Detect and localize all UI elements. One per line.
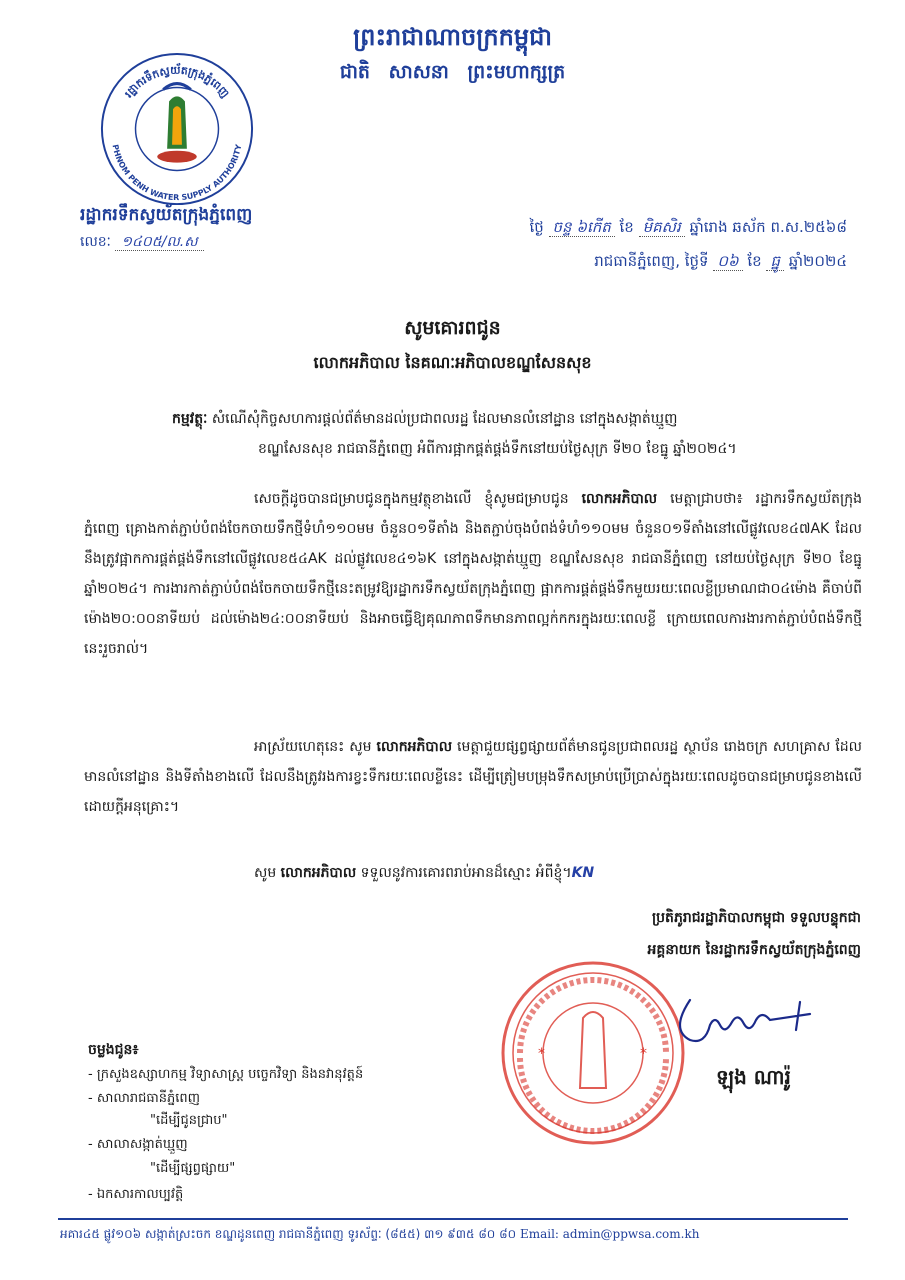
footer-email: Email: admin@ppwsa.com.kh [519,1227,700,1241]
footer-address: អគារ៤៥ ផ្លូវ១០៦ សង្កាត់ស្រះចក ខណ្ឌដូនពេញ រាជធានីភ្នំពេញ ទូរស័ព្ទៈ (៨៥៥) ៣១ ៩៣៥ ៨០ ៨០ [60,1227,517,1241]
solar-date-prefix: រាជធានីភ្នំពេញ, ថ្ងៃទី [594,252,709,270]
paragraph-3-bold: លោកអភិបាល [280,865,357,881]
paragraph-3-text-a: សូម [254,865,281,881]
solar-day: ០៦ [713,252,742,271]
lunar-date-prefix: ថ្ងៃ [529,218,544,236]
solar-month: ធ្នូ [766,252,784,271]
subject-line-1: សំណើសុំកិច្ចសហការផ្តល់ព័ត៌មានដល់ប្រជាពលរដ្ឋ ដែលមានលំនៅដ្ឋាន នៅក្នុងសង្កាត់ឃ្មួញ [211,411,678,427]
cc-item: - ឯកសារកាលប្បវត្តិ [88,1187,184,1202]
paragraph-1 [84,484,862,664]
svg-text:*: * [538,1046,545,1062]
recipient: លោកអភិបាល នៃគណៈអភិបាលខណ្ឌសែនសុខ [313,353,592,372]
ppwsa-logo [98,50,256,208]
reference-number [80,232,204,253]
lunar-month: មិគសិរ [639,218,685,237]
footer [60,1226,699,1244]
solar-date [594,252,847,274]
subject-label: កម្មវត្ថុៈ [172,411,208,427]
handwritten-initials: KN [571,865,595,881]
signer-title-line-1: ប្រតិភូរាជរដ្ឋាភិបាលកម្ពុជា ទទួលបន្ទុកជា [652,910,861,926]
svg-text:រដ្ឋាករទឹកស្វយ័តក្រុងភ្នំពេញ [122,63,232,101]
lunar-day: ចន្ទ ៦កើត [549,218,615,237]
organization-name: រដ្ឋាករទឹកស្វយ័តក្រុងភ្នំពេញ [80,205,253,225]
paragraph-1-bold: លោកអភិបាល [581,491,658,507]
subject [172,404,844,464]
national-motto: ជាតិ សាសនា ព្រះមហាក្សត្រ [339,61,566,83]
lunar-date [529,218,847,240]
footer-divider [58,1218,848,1220]
logo-text-khmer: រដ្ឋាករទឹកស្វយ័តក្រុងភ្នំពេញ [121,63,232,101]
solar-month-label: ខែ [747,252,762,270]
paragraph-3-text-b: ទទួលនូវការគោរពរាប់អានដ៏ស្មោះ អំពីខ្ញុំ។ [356,865,572,881]
cc-item: - ក្រសួងឧស្សាហកម្ម វិទ្យាសាស្ត្រ បច្ចេកវិទ្យា និងនវានុវត្តន៍ [88,1067,364,1082]
svg-text:*: * [640,1046,647,1062]
cc-item-note: "ដើម្បីផ្សព្វផ្សាយ" [150,1161,236,1176]
paragraph-2 [84,732,862,822]
lunar-month-label: ខែ [619,218,634,236]
kingdom-heading: ព្រះរាជាណាចក្រកម្ពុជា [353,23,552,51]
logo-text-english: PHNOM PENH WATER SUPPLY AUTHORITY [110,143,244,203]
paragraph-2-text-b: មេត្តាជួយផ្សព្វផ្សាយព័ត៌មានជូនប្រជាពលរដ្ឋ ស្ថាប័ន រោងចក្រ សហគ្រាស ដែលមានលំនៅដ្ឋាន និងទីតាំងខាងលើ ដែលនឹងត្រូវរងការខ្វះទឹករយៈពេលខ្លីនេះ ដើម្បីត្រៀមបម្រុងទឹកសម្រាប់ប្រើប្រាស់ក្នុងរយៈពេលដូចបានជម្រាបជូនខាងលើ ដោយក្តីអនុគ្រោះ។ [84,739,862,815]
paragraph-1-text-a: សេចក្តីដូចបានជម្រាបជូនក្នុងកម្មវត្ថុខាងលើ ខ្ញុំសូមជម្រាបជូន [254,491,582,507]
paragraph-2-bold: លោកអភិបាល [376,739,453,755]
cc-item-note: "ដើម្បីជូនជ្រាប" [150,1113,228,1128]
paragraph-1-text-b: មេត្តាជ្រាបថា៖ រដ្ឋាករទឹកស្វយ័តក្រុងភ្នំពេញ គ្រោងកាត់ភ្ជាប់បំពង់ចែកចាយទឹកថ្មីទំហំ១១០មម ចំនួន០១ទីតាំង និងតភ្ជាប់ចុងបំពង់ទំហំ១១០មម ចំនួន០១ទីតាំងនៅលើផ្លូវលេខ៤៧AK ដែលនឹងត្រូវផ្អាកការផ្គត់ផ្គង់ទឹកនៅលើផ្លូវលេខ៥៤AK ដល់ផ្លូវលេខ៤១៦K នៅក្នុងសង្កាត់ឃ្មួញ ខណ្ឌសែនសុខ រាជធានីភ្នំពេញ នៅយប់ថ្ងៃសុក្រ ទី២០ ខែធ្នូ ឆ្នាំ២០២៤។ ការងារកាត់ភ្ជាប់បំពង់ចែកចាយទឹកថ្មីនេះតម្រូវឱ្យរដ្ឋាករទឹកស្វយ័តក្រុងភ្នំពេញ ផ្អាកការផ្គត់ផ្គង់ទឹកមួយរយៈពេលខ្លីប្រមាណជា០៤ម៉ោង គឺចាប់ពីម៉ោង២០:០០នាទីយប់ ដល់ម៉ោង២៤:០០នាទីយប់ និងអាចធ្វើឱ្យគុណភាពទឹកមានភាពល្អក់កករក្នុងរយៈពេលខ្លី ក្រោយពេលការងារកាត់ភ្ជាប់បំពង់ទឹកថ្មីនេះរួចរាល់។ [84,491,862,657]
signer-title-line-2: អគ្គនាយក នៃរដ្ឋាករទឹកស្វយ័តក្រុងភ្នំពេញ [647,942,861,958]
reference-value: ១៤០៥/ល.ស [115,234,203,251]
reference-label: លេខៈ [80,234,111,250]
signer-name: ឡុង ណារ៉ូ [716,1065,791,1089]
handwritten-signature [660,990,830,1060]
cc-item: - សាលាសង្កាត់ឃ្មួញ [88,1137,188,1152]
paragraph-2-text-a: អាស្រ័យហេតុនេះ សូម [254,739,377,755]
subject-line-2: ខណ្ឌសែនសុខ រាជធានីភ្នំពេញ អំពីការផ្អាកផ្គត់ផ្គង់ទឹកនៅយប់ថ្ងៃសុក្រ ទី២០ ខែធ្នូ ឆ្នាំ២០២៤។ [258,441,737,457]
solar-year: ឆ្នាំ២០២៤ [788,252,847,270]
lunar-year: ឆ្នាំរោង ឆស័ក ព.ស.២៥៦៨ [689,218,847,236]
salutation: សូមគោរពជូន [404,317,501,339]
cc-title: ចម្លងជូន៖ [88,1042,139,1058]
cc-item: - សាលារាជធានីភ្នំពេញ [88,1091,200,1106]
paragraph-3 [84,858,862,888]
